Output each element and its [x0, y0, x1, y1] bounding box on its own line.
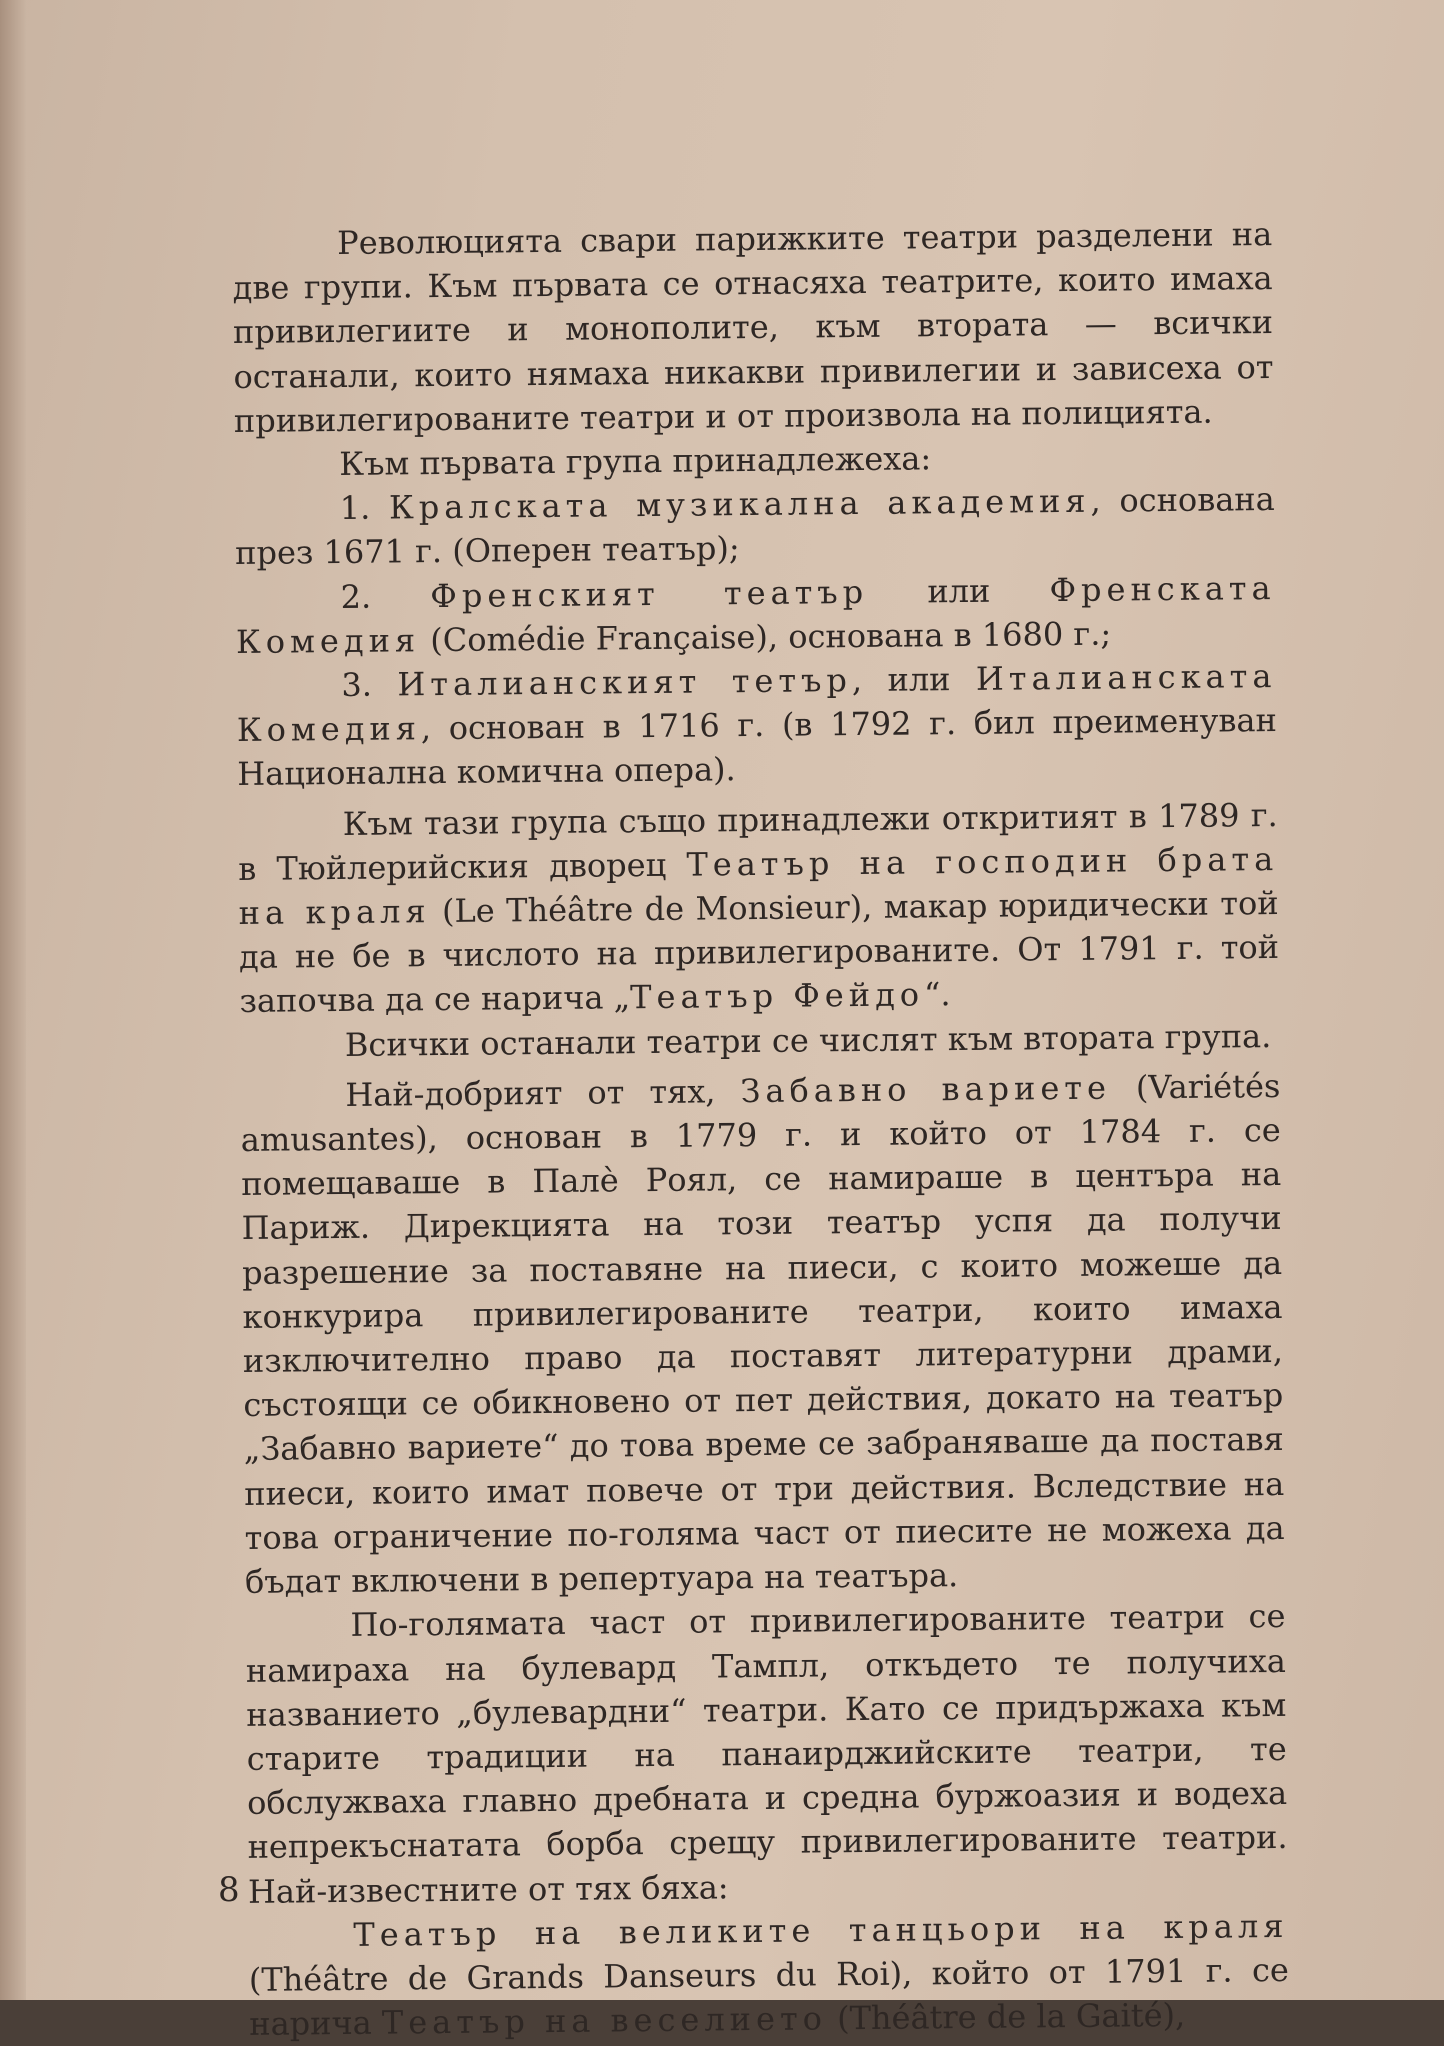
spaced-title: Забавно вариете [740, 1068, 1111, 1110]
spaced-title: Театър на великите танцьори на краля [353, 1907, 1288, 1954]
text-run: (Le Théâtre de Monsieur), макар юридически той да не бе в числото на привилегированите. От 1791 г. той започва да се нарича „ [239, 884, 1279, 1020]
text-run: или [868, 571, 1050, 611]
paragraph-second-group [240, 1014, 1280, 1068]
list-item-1 [235, 477, 1276, 575]
paragraph-monsieur [238, 793, 1280, 1024]
text-run: (Théâtre de la Gaité), [827, 1996, 1186, 2037]
paragraph-intro [232, 212, 1274, 443]
paragraph-varietes [240, 1064, 1285, 1604]
text-run: (Variétés amusantes), основан в 1779 г. и който от 1784 г. се помещаваше в Палѐ Роял, се намираше в центъра на Париж. Дирекцията на този театър успя да получи разрешение за поставяне на пиеси, с които можеше да конкурира привилегированите театри, които имаха изключително право да поставят литературни драми, състоящи се обикновено от пет действия, докато на театър „Забавно вариете“ до това време се забраняваше да поставя пиеси, които имат повече от три действия. Вследствие на това ограничение по-голяма част от пиесите не можеха да бъдат включени в репертуара на театъра. [241, 1067, 1285, 1601]
text-run: Най-добрият от тях, [345, 1072, 740, 1114]
text-run: 3. [341, 665, 397, 704]
spaced-title: Италианската Комедия [237, 657, 1277, 749]
page-number: 8 [218, 1870, 240, 1910]
list-item-2 [235, 566, 1276, 664]
spaced-title: Театър на веселието [382, 1999, 827, 2041]
text-run: Революцията свари парижките театри разделени на две групи. Към първата се отнасяха театрите, които имаха привилегиите и монополите, към втората — всички останали, които нямаха никакви привилегии и зависеха от привилегированите театри и от произвола на полицията. [232, 215, 1273, 440]
spaced-title: Театър Фейдо [630, 976, 924, 1017]
spaced-title: Театър на господин брата на краля [238, 840, 1278, 932]
body-text [232, 212, 1289, 2046]
spaced-title: Френската Комедия [236, 569, 1276, 661]
text-run: , основана през 1671 г. (Оперен театър); [235, 480, 1275, 572]
text-run: “. [924, 976, 951, 1014]
spaced-title: Италианският тетър [397, 661, 852, 703]
text-run: 2. [340, 577, 430, 616]
text-run: Всички останали театри се числят към втората група. [345, 1017, 1272, 1064]
text-run: Към тази група също принадлежи откритият в 1789 г. в Тюйлерийския дворец [238, 796, 1278, 888]
text-run: , или [852, 660, 976, 699]
paragraph-danseurs [248, 1904, 1289, 2046]
page-edge [0, 0, 26, 2000]
spaced-title: Кралската музикална академия [389, 482, 1091, 527]
text-run: , основан в 1716 г. (в 1792 г. бил преименуван Национална комична опера). [237, 701, 1277, 793]
list-item-3 [236, 654, 1277, 797]
text-run: 1. [340, 489, 390, 527]
text-run: Към първата група принадлежеха: [339, 439, 931, 483]
text-run: (Comédie Française), основана в 1680 г.; [420, 614, 1111, 659]
spaced-title: Френският театър [430, 573, 868, 615]
text-run: (Théâtre de Grands Danseurs du Roi), който от 1791 г. се нарича [249, 1951, 1289, 2043]
paragraph-boulevard [245, 1594, 1288, 1913]
text-run: По-голямата част от привилегированите театри се намираха на булевард Тампл, откъдето те получиха названието „булевардни“ театри. Като се придържаха към старите традиции на панаирджийските театри, те обслужваха главно дребната и средна буржоазия и водеха непрекъснатата борба срещу привилегированите театри. Най-известните от тях бяха: [246, 1597, 1288, 1910]
